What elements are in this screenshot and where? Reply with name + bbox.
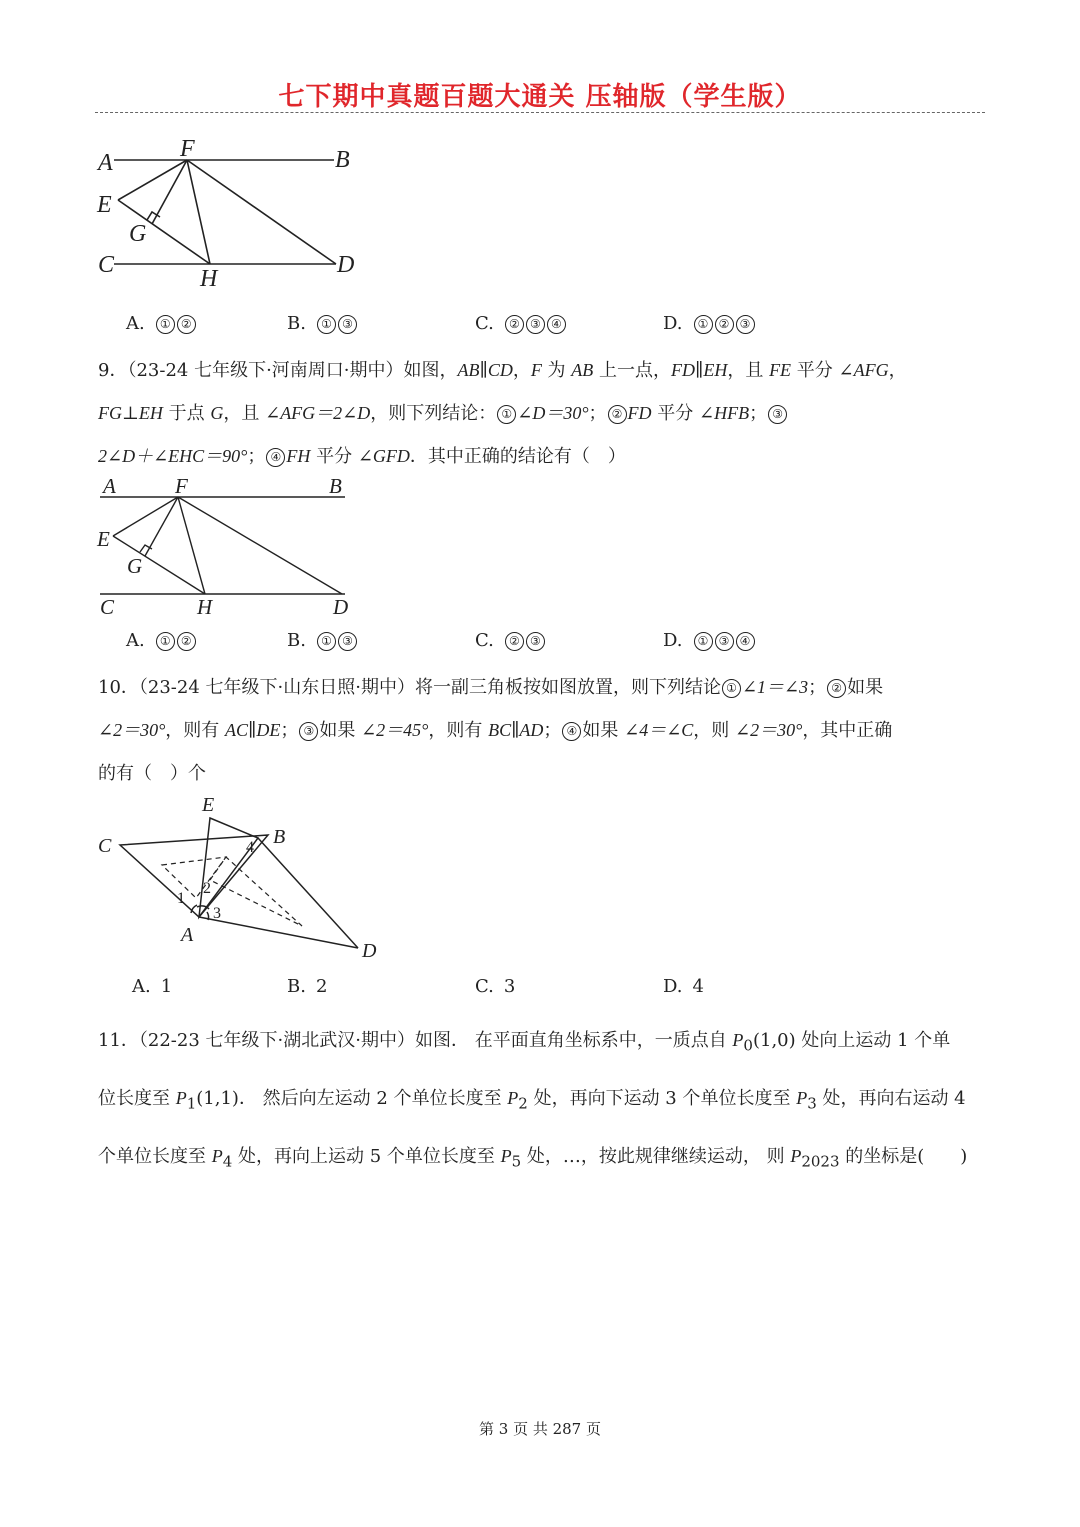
math: FH — [286, 446, 311, 466]
math: AC∥DE — [225, 720, 281, 740]
label-e: E — [202, 794, 215, 816]
subscript: 3 — [807, 1094, 817, 1113]
text: 处，…，按此规律继续运动， 则 — [521, 1146, 791, 1167]
label-g: G — [127, 554, 143, 578]
math: BC∥AD — [488, 720, 544, 740]
question-number: 9． — [98, 360, 128, 381]
circled-number: ② — [177, 632, 196, 651]
math: ∠1＝∠3 — [741, 677, 809, 697]
math: FG⊥EH — [98, 403, 163, 423]
math: ∠HFB — [699, 403, 750, 423]
label-b: B — [329, 474, 342, 498]
circled-number: ③ — [526, 632, 545, 651]
q10-option-c[interactable] — [475, 976, 515, 997]
text: 于点 — [162, 403, 211, 424]
math: ∠AFG＝2∠D — [265, 403, 371, 423]
option-letter: C. — [475, 313, 494, 334]
math: P — [175, 1088, 187, 1108]
question-number: 10． — [98, 677, 139, 698]
circled-number: ③ — [736, 315, 755, 334]
label-b: B — [273, 826, 286, 848]
math: ∠D＝30° — [517, 403, 589, 423]
circled-number: ① — [694, 632, 713, 651]
option-letter: D. — [663, 630, 683, 651]
math: P — [211, 1146, 223, 1166]
option-letter: A. — [132, 976, 151, 997]
label-a: A — [181, 924, 194, 946]
option-letter: D. — [663, 976, 683, 997]
label-d: D — [333, 595, 349, 619]
label-f: F — [180, 136, 195, 162]
q11-line-2 — [98, 1084, 966, 1113]
label-g: G — [129, 221, 147, 247]
question-number: 11． — [98, 1030, 139, 1051]
circled-number: ③ — [768, 405, 787, 424]
text: ，其中正确 — [802, 720, 893, 741]
text: ，则有 — [428, 720, 489, 741]
subscript: 1 — [186, 1094, 197, 1113]
math: G — [210, 403, 224, 423]
circled-number: ① — [156, 315, 175, 334]
circled-number: ② — [505, 315, 524, 334]
circled-number: ② — [608, 405, 627, 424]
math: P — [790, 1146, 802, 1166]
option-value: 4 — [692, 976, 704, 997]
label-d: D — [362, 940, 377, 962]
option-letter: C. — [475, 976, 494, 997]
document-header-title: 七下期中真题百题大通关 压轴版（学生版） — [278, 82, 802, 112]
text: 处，再向右运动 4 — [816, 1088, 966, 1109]
angle-label-1: 1 — [177, 890, 185, 907]
label-c: C — [98, 252, 115, 278]
text: ， — [888, 360, 907, 381]
option-letter: B. — [287, 313, 306, 334]
option-letter: D. — [663, 313, 683, 334]
q10-option-d[interactable] — [663, 976, 704, 997]
label-f: F — [175, 474, 188, 498]
angle-label-3: 3 — [213, 905, 221, 922]
circled-number: ② — [715, 315, 734, 334]
question-source: （23-24 七年级下·山东日照·期中） — [138, 677, 415, 698]
text: 平分 — [310, 446, 358, 467]
text: ； — [808, 677, 827, 698]
text: ， — [512, 360, 531, 381]
q11-line-3 — [98, 1142, 967, 1171]
math: ∠2＝45° — [361, 720, 429, 740]
option-letter: B. — [287, 630, 306, 651]
circled-number: ① — [317, 315, 336, 334]
circled-number: ① — [722, 679, 741, 698]
math: FD∥EH — [671, 360, 728, 380]
option-value: 1 — [160, 976, 173, 997]
math: 2∠D＋∠EHC＝90° — [98, 446, 248, 466]
label-e: E — [97, 527, 110, 551]
math: ∠GFD — [357, 446, 410, 466]
option-letter: A. — [126, 313, 145, 334]
math: ∠AFG — [838, 360, 889, 380]
circled-number: ② — [827, 679, 846, 698]
math: F — [530, 360, 542, 380]
math: AB — [571, 360, 594, 380]
q10-option-b[interactable] — [287, 976, 327, 997]
math: P — [796, 1088, 808, 1108]
text: ； — [543, 720, 562, 741]
triangle-ae — [199, 818, 258, 917]
circled-number: ① — [156, 632, 175, 651]
math: AB∥CD — [457, 360, 513, 380]
page-footer: 第 3 页 共 287 页 — [478, 1420, 601, 1438]
circled-number: ① — [497, 405, 516, 424]
circled-number: ③ — [338, 632, 357, 651]
circled-number: ④ — [266, 448, 285, 467]
math: (1,1) — [196, 1088, 239, 1109]
circled-number: ④ — [736, 632, 755, 651]
text: ．其中正确的结论有（ ） — [409, 446, 626, 467]
label-c: C — [98, 835, 112, 857]
text: ； — [749, 403, 768, 424]
option-letter: C. — [475, 630, 494, 651]
text: ，则 — [693, 720, 736, 741]
text: ，则下列结论： — [370, 403, 497, 424]
label-a: A — [103, 474, 116, 498]
option-value: 3 — [503, 976, 516, 997]
text: ，且 — [727, 360, 770, 381]
circled-number: ② — [177, 315, 196, 334]
subscript: 4 — [222, 1152, 233, 1171]
text: 处，再向上运动 5 个单位长度至 — [232, 1146, 501, 1167]
circled-number: ③ — [526, 315, 545, 334]
q11-line-1 — [98, 1026, 950, 1055]
math: ∠2＝30° — [735, 720, 803, 740]
label-d: D — [337, 252, 355, 278]
label-c: C — [100, 595, 115, 619]
angle-label-2: 2 — [203, 880, 211, 897]
text: 为 — [541, 360, 572, 381]
text: 的坐标是( ) — [839, 1146, 968, 1167]
text: 处向上运动 1 个单 — [795, 1030, 951, 1051]
text: 上一点， — [593, 360, 672, 381]
math: (1,0) — [752, 1030, 796, 1051]
label-h: H — [200, 266, 218, 292]
option-value: 2 — [315, 976, 328, 997]
text: ； — [247, 446, 266, 467]
circled-number: ④ — [547, 315, 566, 334]
circled-number: ① — [694, 315, 713, 334]
question-source: （23-24 七年级下·河南周口·期中） — [127, 360, 404, 381]
math: ∠4＝∠C — [624, 720, 694, 740]
text: ； — [588, 403, 607, 424]
text: 将一副三角板按如图放置，则下列结论 — [414, 677, 721, 698]
subscript: 5 — [511, 1152, 522, 1171]
text: 如果 — [319, 720, 362, 741]
math: ∠2＝30° — [98, 720, 166, 740]
label-b: B — [335, 147, 350, 173]
text: 的有（ ）个 — [98, 763, 206, 784]
text: 如果 — [582, 720, 625, 741]
text: 处，再向下运动 3 个单位长度至 — [527, 1088, 797, 1109]
text: 位长度至 — [98, 1088, 176, 1109]
label-a: A — [98, 150, 113, 176]
text: 如图， — [403, 360, 458, 381]
q10-option-a[interactable] — [132, 976, 172, 997]
math: P — [500, 1146, 512, 1166]
circled-number: ③ — [299, 722, 318, 741]
circled-number: ① — [317, 632, 336, 651]
math: P — [507, 1088, 519, 1108]
option-letter: B. — [287, 976, 306, 997]
text: 如图． 在平面直角坐标系中，一质点自 — [414, 1030, 733, 1051]
option-letter: A. — [126, 630, 145, 651]
text: 平分 — [651, 403, 699, 424]
circled-number: ③ — [338, 315, 357, 334]
text: ； — [280, 720, 299, 741]
subscript: 0 — [743, 1036, 753, 1055]
angle-label-4: 4 — [246, 839, 254, 856]
circled-number: ④ — [562, 722, 581, 741]
text: ，则有 — [165, 720, 226, 741]
text: 平分 — [791, 360, 839, 381]
math: FE — [769, 360, 792, 380]
circled-number: ③ — [715, 632, 734, 651]
text: ． 然后向左运动 2 个单位长度至 — [238, 1088, 508, 1109]
math: P — [732, 1030, 744, 1050]
question-source: （22-23 七年级下·湖北武汉·期中） — [138, 1030, 415, 1051]
label-h: H — [197, 595, 213, 619]
label-e: E — [97, 192, 112, 218]
math: FD — [627, 403, 652, 423]
subscript: 2 — [518, 1094, 528, 1113]
circled-number: ② — [505, 632, 524, 651]
text: 个单位长度至 — [98, 1146, 212, 1167]
text: ，且 — [223, 403, 266, 424]
dashed-triangle-2 — [210, 857, 302, 926]
text: 如果 — [847, 677, 884, 698]
subscript: 2023 — [801, 1152, 840, 1171]
